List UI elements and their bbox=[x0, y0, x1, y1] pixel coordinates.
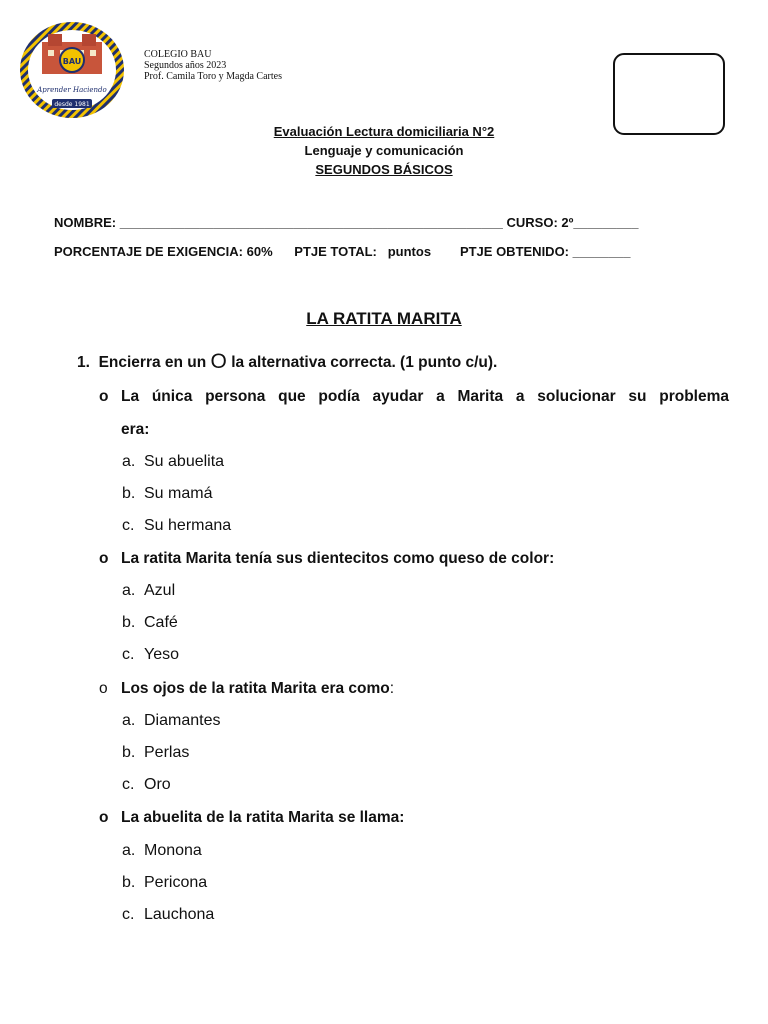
score-fields[interactable]: PORCENTAJE DE EXIGENCIA: 60% PTJE TOTAL: puntos PTJE OBTENIDO: ________ bbox=[54, 244, 631, 259]
evaluation-title: Evaluación Lectura domiciliaria N°2 bbox=[273, 124, 495, 139]
bullet-icon: o bbox=[99, 550, 109, 567]
question-1-instruction bbox=[77, 349, 497, 373]
logo-since: desde 1981 bbox=[54, 101, 90, 108]
title-block bbox=[0, 122, 768, 179]
question-item bbox=[99, 388, 729, 448]
school-crest-icon bbox=[18, 20, 126, 120]
bullet-icon: o bbox=[99, 680, 108, 697]
circle-symbol: O bbox=[210, 350, 227, 373]
teachers: Prof. Camila Toro y Magda Cartes bbox=[144, 71, 282, 82]
instruction-after: la alternativa correcta. (1 punto c/u). bbox=[226, 354, 498, 371]
question-number: 1. bbox=[77, 354, 90, 371]
instruction-before: Encierra en un bbox=[98, 354, 211, 371]
bullet-icon: o bbox=[99, 809, 109, 826]
school-name: COLEGIO BAU bbox=[144, 49, 212, 60]
question-text: Los ojos de la ratita Marita era como: bbox=[121, 680, 395, 697]
question-text-continued: era: bbox=[121, 421, 150, 438]
school-logo bbox=[18, 20, 126, 120]
logo-motto: Aprender Haciendo bbox=[37, 86, 107, 94]
course-year: Segundos años 2023 bbox=[144, 60, 227, 71]
question-text: La ratita Marita tenía sus dientecitos como queso de color: bbox=[121, 550, 555, 567]
logo-badge-text: BAU bbox=[62, 57, 82, 66]
subject-title: Lenguaje y comunicación bbox=[304, 143, 464, 158]
grade-title: SEGUNDOS BÁSICOS bbox=[315, 162, 453, 177]
bullet-icon: o bbox=[99, 388, 109, 405]
name-course-field[interactable]: NOMBRE: _____________________________________________________ CURSO: 2º_________ bbox=[54, 215, 639, 230]
school-info bbox=[144, 49, 282, 82]
question-text: La abuelita de la ratita Marita se llama: bbox=[121, 809, 405, 826]
question-text: La única persona que podía ayudar a Marita a solucionar su problema bbox=[121, 388, 729, 405]
story-title: LA RATITA MARITA bbox=[306, 309, 462, 328]
